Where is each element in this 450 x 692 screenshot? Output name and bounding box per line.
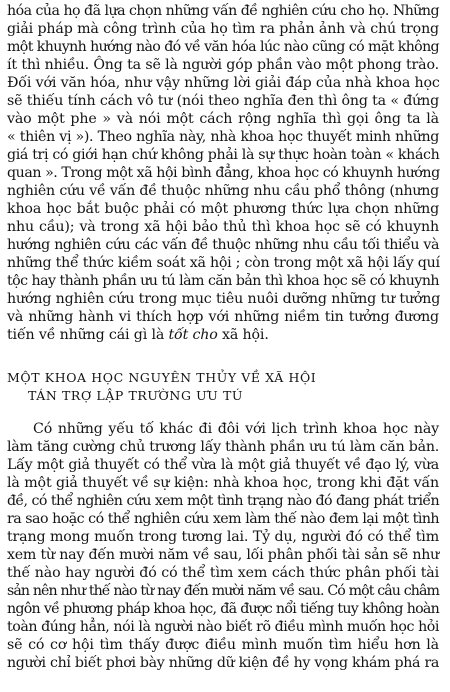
text-line: giải pháp mà công trình của họ tìm ra phản ảnh và chú trọng [7, 21, 439, 37]
section-heading-line-1: MỘT KHOA HỌC NGUYÊN THỦY VỀ XÃ HỘI [7, 370, 317, 385]
text-line: Lấy một giả thuyết có thể vừa là một giả thuyết về đạo lý, vừa [7, 457, 439, 473]
text-line: một khuynh hướng nào đó về văn hóa lúc nào cũng có mặt không [7, 39, 439, 55]
text-line: làm tăng cường chủ trương lấy thành phần ưu tú làm căn bản. [7, 439, 439, 455]
text-line: sẽ có cơ hội tìm thấy được điều mình muốn tìm hiểu hơn là [7, 637, 439, 653]
text-line: toàn đúng hẳn, nói là người nào biết rõ điều mình muốn học hỏi [7, 619, 439, 635]
text-line: người chỉ biết phơi bày những dữ kiện đề hy vọng khám phá ra [7, 655, 439, 671]
text-segment: xã hội. [217, 327, 269, 343]
text-line: Đối với văn hóa, như vậy những lời giải đáp của nhà khoa học [7, 75, 440, 91]
text-line: giá trị có giới hạn chứ không phải là sự thực hoàn toàn « khách [7, 147, 440, 163]
text-line: sản nên như thế nào từ nay đến mười năm về sau. Có một câu châm [7, 583, 439, 599]
emphasis-text: tốt cho [168, 327, 218, 343]
text-line: và những hành vi thích hợp với những niềm tin tưởng đương [7, 309, 439, 325]
text-line: sẽ thiếu tính cách vô tư (nói theo nghĩa đen thì ông ta « đứng [7, 93, 440, 109]
text-line: nhu cầu); và trong xã hội bảo thủ thì khoa học sẽ có khuynh [7, 219, 439, 235]
text-line: trạng mong muốn trong tương lai. Tỷ dụ, người đó có thể tìm [7, 529, 439, 545]
text-line: khoa học bắt buộc phải có một phương thức lựa chọn những [7, 201, 439, 217]
text-line: Có những yếu tố khác đi đôi với lịch trình khoa học này [33, 421, 439, 437]
text-line: « thiên vị »). Theo nghĩa này, nhà khoa học thuyết minh những [7, 129, 439, 145]
text-line: đề, có thể nghiên cứu xem một tình trạng nào đó đang phát triển [7, 493, 439, 509]
text-line: hướng nghiên cứu các vấn đề thuộc những nhu cầu tối thiểu và [7, 237, 439, 253]
section-heading-line-2: TÁN TRỢ LẬP TRƯỜNG ƯU TÚ [28, 388, 244, 403]
text-line: hướng nghiên cứu trong mục tiêu nuôi dưỡng những tư tưởng [7, 291, 441, 307]
text-line: quan ». Trong một xã hội bình đẳng, khoa học có khuynh hướng [7, 165, 440, 181]
text-line: vào một phe » và nói một cách rộng nghĩa thì gọi ông ta là [7, 111, 439, 127]
text-line: ngôn về phương pháp khoa học, đã được nổi tiếng tuy không hoàn [7, 601, 439, 617]
text-line: ra sao hoặc có thể nghiên cứu xem làm thế nào đem lại một tình [7, 511, 439, 527]
text-segment: tiến về những cái gì là [7, 327, 169, 343]
text-line: nghiên cứu về vấn đề thuộc những nhu cầu phổ thông (nhưng [7, 183, 439, 199]
text-line: những thể thức kiềm soát xã hội ; còn trong một xã hội lấy quí [7, 255, 440, 271]
text-line: xem từ nay đến mười năm về sau, lối phân phối tài sản sẽ như [7, 547, 439, 563]
text-line: hóa của họ đã lựa chọn những vấn đề nghiên cứu cho họ. Những [7, 3, 439, 19]
text-line: ít thì nhiều. Ông ta sẽ là người góp phần vào một phong trào. [7, 57, 439, 73]
text-line-last [7, 327, 439, 344]
text-line: tộc hay thành phần ưu tú làm căn bản thì khoa học sẽ có khuynh [7, 273, 439, 289]
text-line: thế nào hay người đó có thể tìm xem cách thức phân phối tài [7, 565, 439, 581]
text-line: là một giả thuyết về sự kiện: nhà khoa học, trong khi đặt vấn [7, 475, 439, 491]
